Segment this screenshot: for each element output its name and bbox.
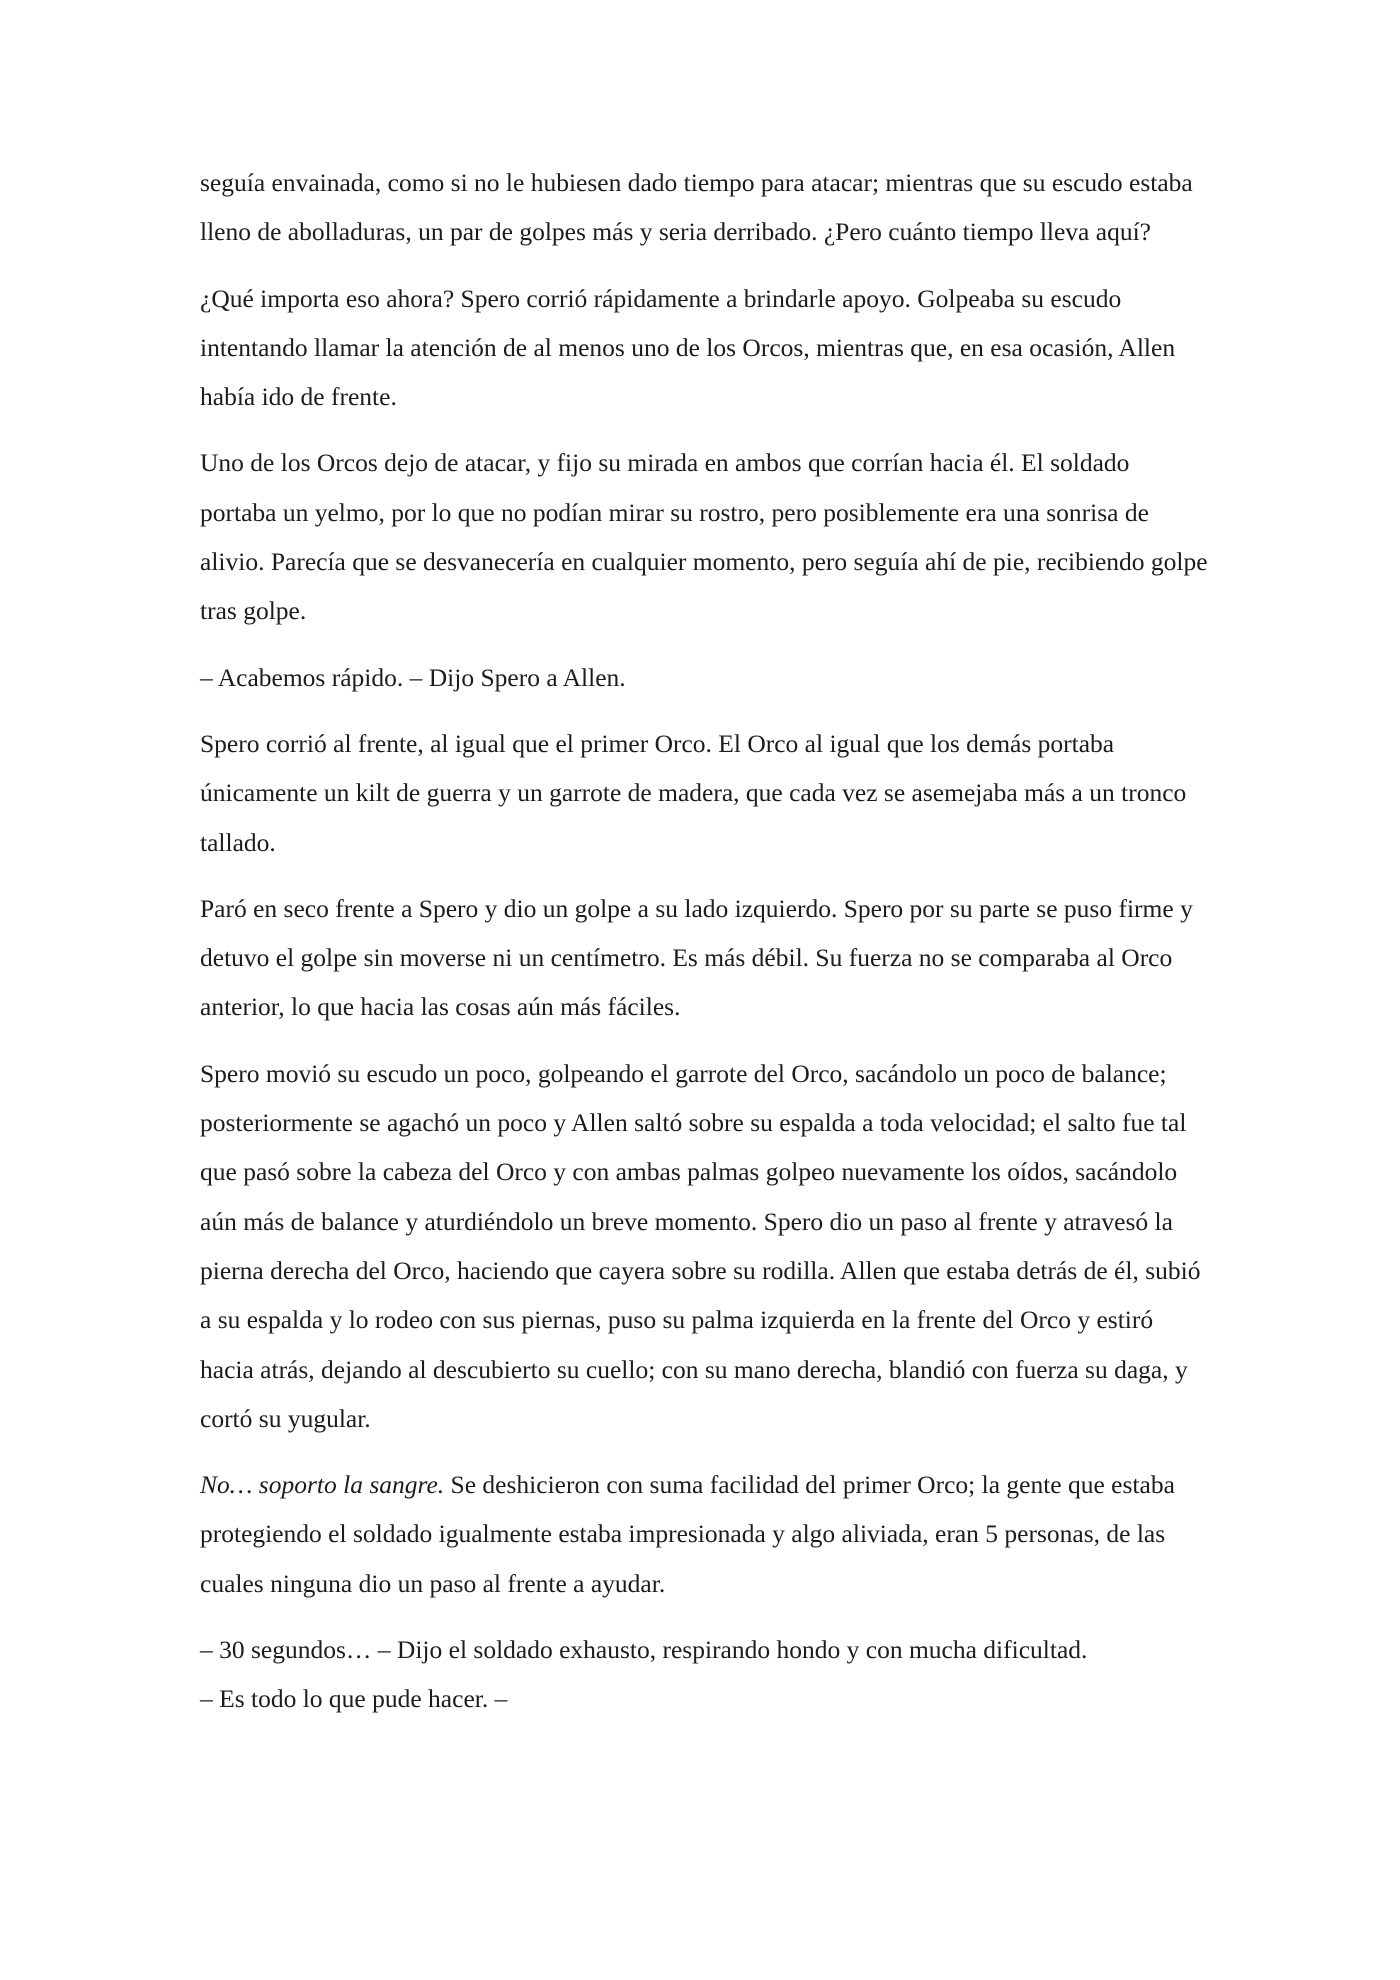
paragraph: Paró en seco frente a Spero y dio un golpe a su lado izquierdo. Spero por su parte se puso firme y detuvo el golpe sin moverse ni un centímetro. Es más débil. Su fuerza no se comparaba al Orco anterior, lo que hacia las cosas aún más fáciles. — [200, 893, 1193, 1022]
paragraph-text: Se deshicieron con suma facilidad del primer Orco; la gente que estaba protegiendo el soldado igualmente estaba impresionada y algo aliviada, eran 5 personas, de las cuales ninguna dio un paso al frente a ayudar. — [200, 1470, 1175, 1598]
paragraph: Spero movió su escudo un poco, golpeando el garrote del Orco, sacándolo un poco de balance; posteriormente se agachó un poco y Allen saltó sobre su espalda a toda velocidad; el salto fue tal que pasó sobre la cabeza del Orco y con ambas palmas golpeo nuevamente los oídos, sacándolo aún más de balance y aturdiéndolo un breve momento. Spero dio un paso al frente y atravesó la pierna derecha del Orco, haciendo que cayera sobre su rodilla. Allen que estaba detrás de él, subió a su espalda y lo rodeo con sus piernas, puso su palma izquierda en la frente del Orco y estiró hacia atrás, dejando al descubierto su cuello; con su mano derecha, blandió con fuerza su daga, y cortó su yugular. — [200, 1058, 1201, 1433]
dialogue-line: – 30 segundos… – Dijo el soldado exhausto, respirando hondo y con mucha dificultad. — [200, 1635, 1088, 1665]
paragraph: ¿Qué importa eso ahora? Spero corrió rápidamente a brindarle apoyo. Golpeaba su escudo intentando llamar la atención de al menos uno de los Orcos, mientras que, en esa ocasión, Allen había ido de frente. — [200, 283, 1176, 412]
italic-thought: No… soporto la sangre. — [200, 1470, 445, 1500]
body-text — [200, 158, 1210, 1741]
paragraph: seguía envainada, como si no le hubiesen dado tiempo para atacar; mientras que su escudo estaba lleno de abolladuras, un par de golpes más y seria derribado. ¿Pero cuánto tiempo lleva aquí? — [200, 168, 1193, 247]
dialogue-line: – Acabemos rápido. – Dijo Spero a Allen. — [200, 662, 626, 692]
paragraph: Uno de los Orcos dejo de atacar, y fijo su mirada en ambos que corrían hacia él. El soldado portaba un yelmo, por lo que no podían mirar su rostro, pero posiblemente era una sonrisa de alivio. Parecía que se desvanecería en cualquier momento, pero seguía ahí de pie, recibiendo golpe tras golpe. — [200, 448, 1208, 626]
dialogue-line: – Es todo lo que pude hacer. – — [200, 1684, 508, 1714]
paragraph: Spero corrió al frente, al igual que el primer Orco. El Orco al igual que los demás portaba únicamente un kilt de guerra y un garrote de madera, que cada vez se asemejaba más a un tronco tallado. — [200, 728, 1187, 857]
paragraph — [200, 1460, 1210, 1608]
